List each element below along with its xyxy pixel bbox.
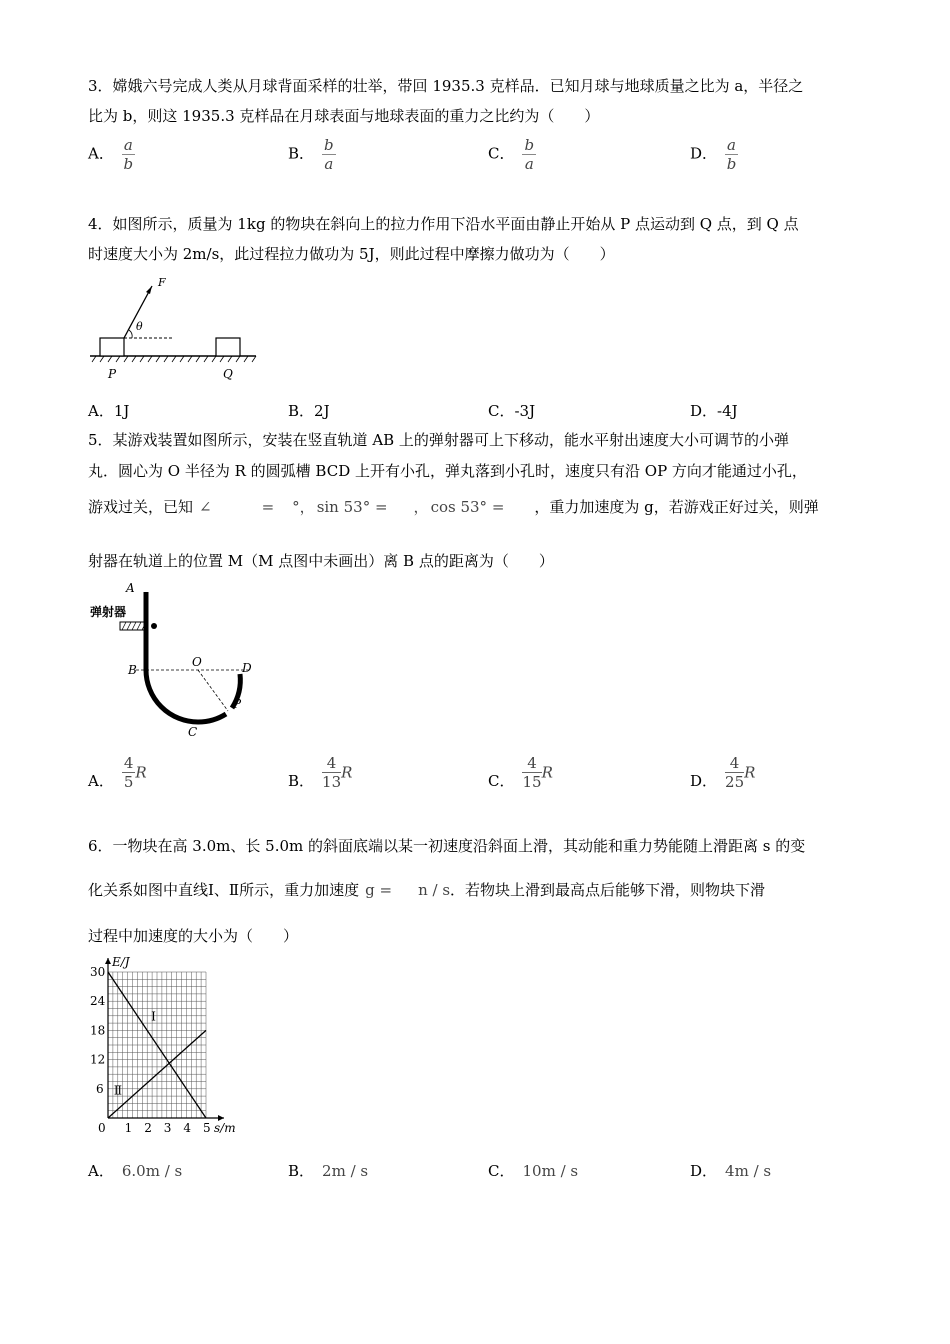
q6-option-a[interactable]: A． 6.0m / s — [88, 1162, 183, 1180]
q4-option-c[interactable]: C．-3J — [488, 402, 536, 420]
x-tick-label: 1 — [124, 1121, 133, 1135]
q3-line2: 比为 b，则这 1935.3 克样品在月球表面与地球表面的重力之比约为（ ） — [88, 107, 600, 125]
q5-line3: 游戏过关，已知 ∠ = °， sin 53° = ， cos 53° = ，重力加速度为 g，若游戏正好过关，则弹 — [88, 498, 819, 516]
q6-energy-chart — [86, 950, 256, 1136]
y-tick-label: 18 — [90, 1023, 106, 1038]
q3-option-a[interactable]: A． $\frac{a}{b}$ — [88, 136, 134, 173]
q5-line4: 射器在轨道上的位置 M（M 点图中未画出）离 B 点的距离为（ ） — [88, 552, 554, 570]
x-tick-label: 4 — [183, 1121, 192, 1135]
q6-line3: 过程中加速度的大小为（ ） — [88, 927, 299, 945]
q5-option-d[interactable]: D． $\frac{4}{25}$ R — [690, 754, 756, 791]
y-tick-label: 12 — [90, 1052, 106, 1067]
q5-option-a[interactable]: A． $\frac{4}{5}$ R — [88, 754, 147, 791]
q6-line2: 化关系如图中直线Ⅰ、Ⅱ所示，重力加速度 g = n / s．若物块上滑到最高点后能够下滑，则物块下滑 — [88, 881, 766, 899]
q5-arc-bc — [146, 670, 226, 722]
q4-block-q — [216, 338, 240, 356]
x-tick-label: 0 — [98, 1121, 106, 1135]
q5-label-a: A — [126, 581, 135, 595]
q5-label-p: P — [233, 697, 242, 711]
x-tick-label: 3 — [163, 1121, 172, 1135]
q3-option-b[interactable]: B． $\frac{b}{a}$ — [288, 136, 334, 173]
x-tick-label: 5 — [203, 1121, 211, 1135]
q6-option-d[interactable]: D． 4m / s — [690, 1162, 772, 1180]
series-label-II: Ⅱ — [113, 1083, 123, 1098]
q4-label-theta: θ — [136, 320, 143, 333]
q5-label-launcher: 弹射器 — [90, 605, 127, 619]
series-label-I: Ⅰ — [151, 1009, 156, 1024]
q4-figure — [88, 272, 258, 384]
q5-line2: 丸．圆心为 O 半径为 R 的圆弧槽 BCD 上开有小孔，弹丸落到小孔时，速度只有沿 OP 方向才能通过小孔， — [88, 462, 807, 480]
q4-line1: 4．如图所示，质量为 1kg 的物块在斜向上的拉力作用下沿水平面由静止开始从 P 点运动到 Q 点，到 Q 点 — [88, 215, 799, 233]
q5-label-b: B — [128, 663, 137, 677]
q6-option-b[interactable]: B． 2m / s — [288, 1162, 369, 1180]
q4-option-a[interactable]: A．1J — [88, 402, 130, 420]
q5-line1: 5．某游戏装置如图所示，安装在竖直轨道 AB 上的弹射器可上下移动，能水平射出速度大小可调节的小弹 — [88, 431, 789, 449]
y-tick-label: 30 — [90, 965, 106, 979]
q5-option-c[interactable]: C． $\frac{4}{15}$ R — [488, 754, 553, 791]
q4-label-f: F — [158, 276, 166, 289]
q4-label-p: P — [108, 367, 117, 381]
q6-option-c[interactable]: C． 10m / s — [488, 1162, 579, 1180]
q5-label-d: D — [242, 661, 252, 675]
q5-label-c: C — [188, 725, 198, 739]
q5-label-o: O — [192, 655, 202, 669]
q3-line1: 3．嫦娥六号完成人类从月球背面采样的壮举，带回 1935.3 克样品．已知月球与地球质量之比为 a，半径之 — [88, 77, 804, 95]
x-axis-label: s/m — [214, 1121, 236, 1135]
y-axis-arrow — [105, 958, 111, 964]
y-axis-label: E/J — [112, 955, 130, 969]
q4-option-b[interactable]: B．2J — [288, 402, 330, 420]
q4-option-d[interactable]: D．-4J — [690, 402, 738, 420]
y-tick-label: 24 — [90, 994, 106, 1009]
q5-figure — [88, 578, 268, 742]
q5-pellet — [151, 623, 157, 629]
q4-block-p — [100, 338, 124, 356]
q6-line1: 6．一物块在高 3.0m、长 5.0m 的斜面底端以某一初速度沿斜面上滑，其动能和重力势能随上滑距离 s 的变 — [88, 837, 806, 855]
q3-option-d[interactable]: D． $\frac{a}{b}$ — [690, 136, 737, 173]
y-tick-label: 6 — [96, 1081, 104, 1096]
q4-line2: 时速度大小为 2m/s，此过程拉力做功为 5J，则此过程中摩擦力做功为（ ） — [88, 245, 615, 263]
q3-option-c[interactable]: C． $\frac{b}{a}$ — [488, 136, 535, 173]
x-tick-label: 2 — [144, 1121, 152, 1135]
q4-label-q: Q — [223, 367, 233, 381]
q5-option-b[interactable]: B． $\frac{4}{13}$ R — [288, 754, 353, 791]
